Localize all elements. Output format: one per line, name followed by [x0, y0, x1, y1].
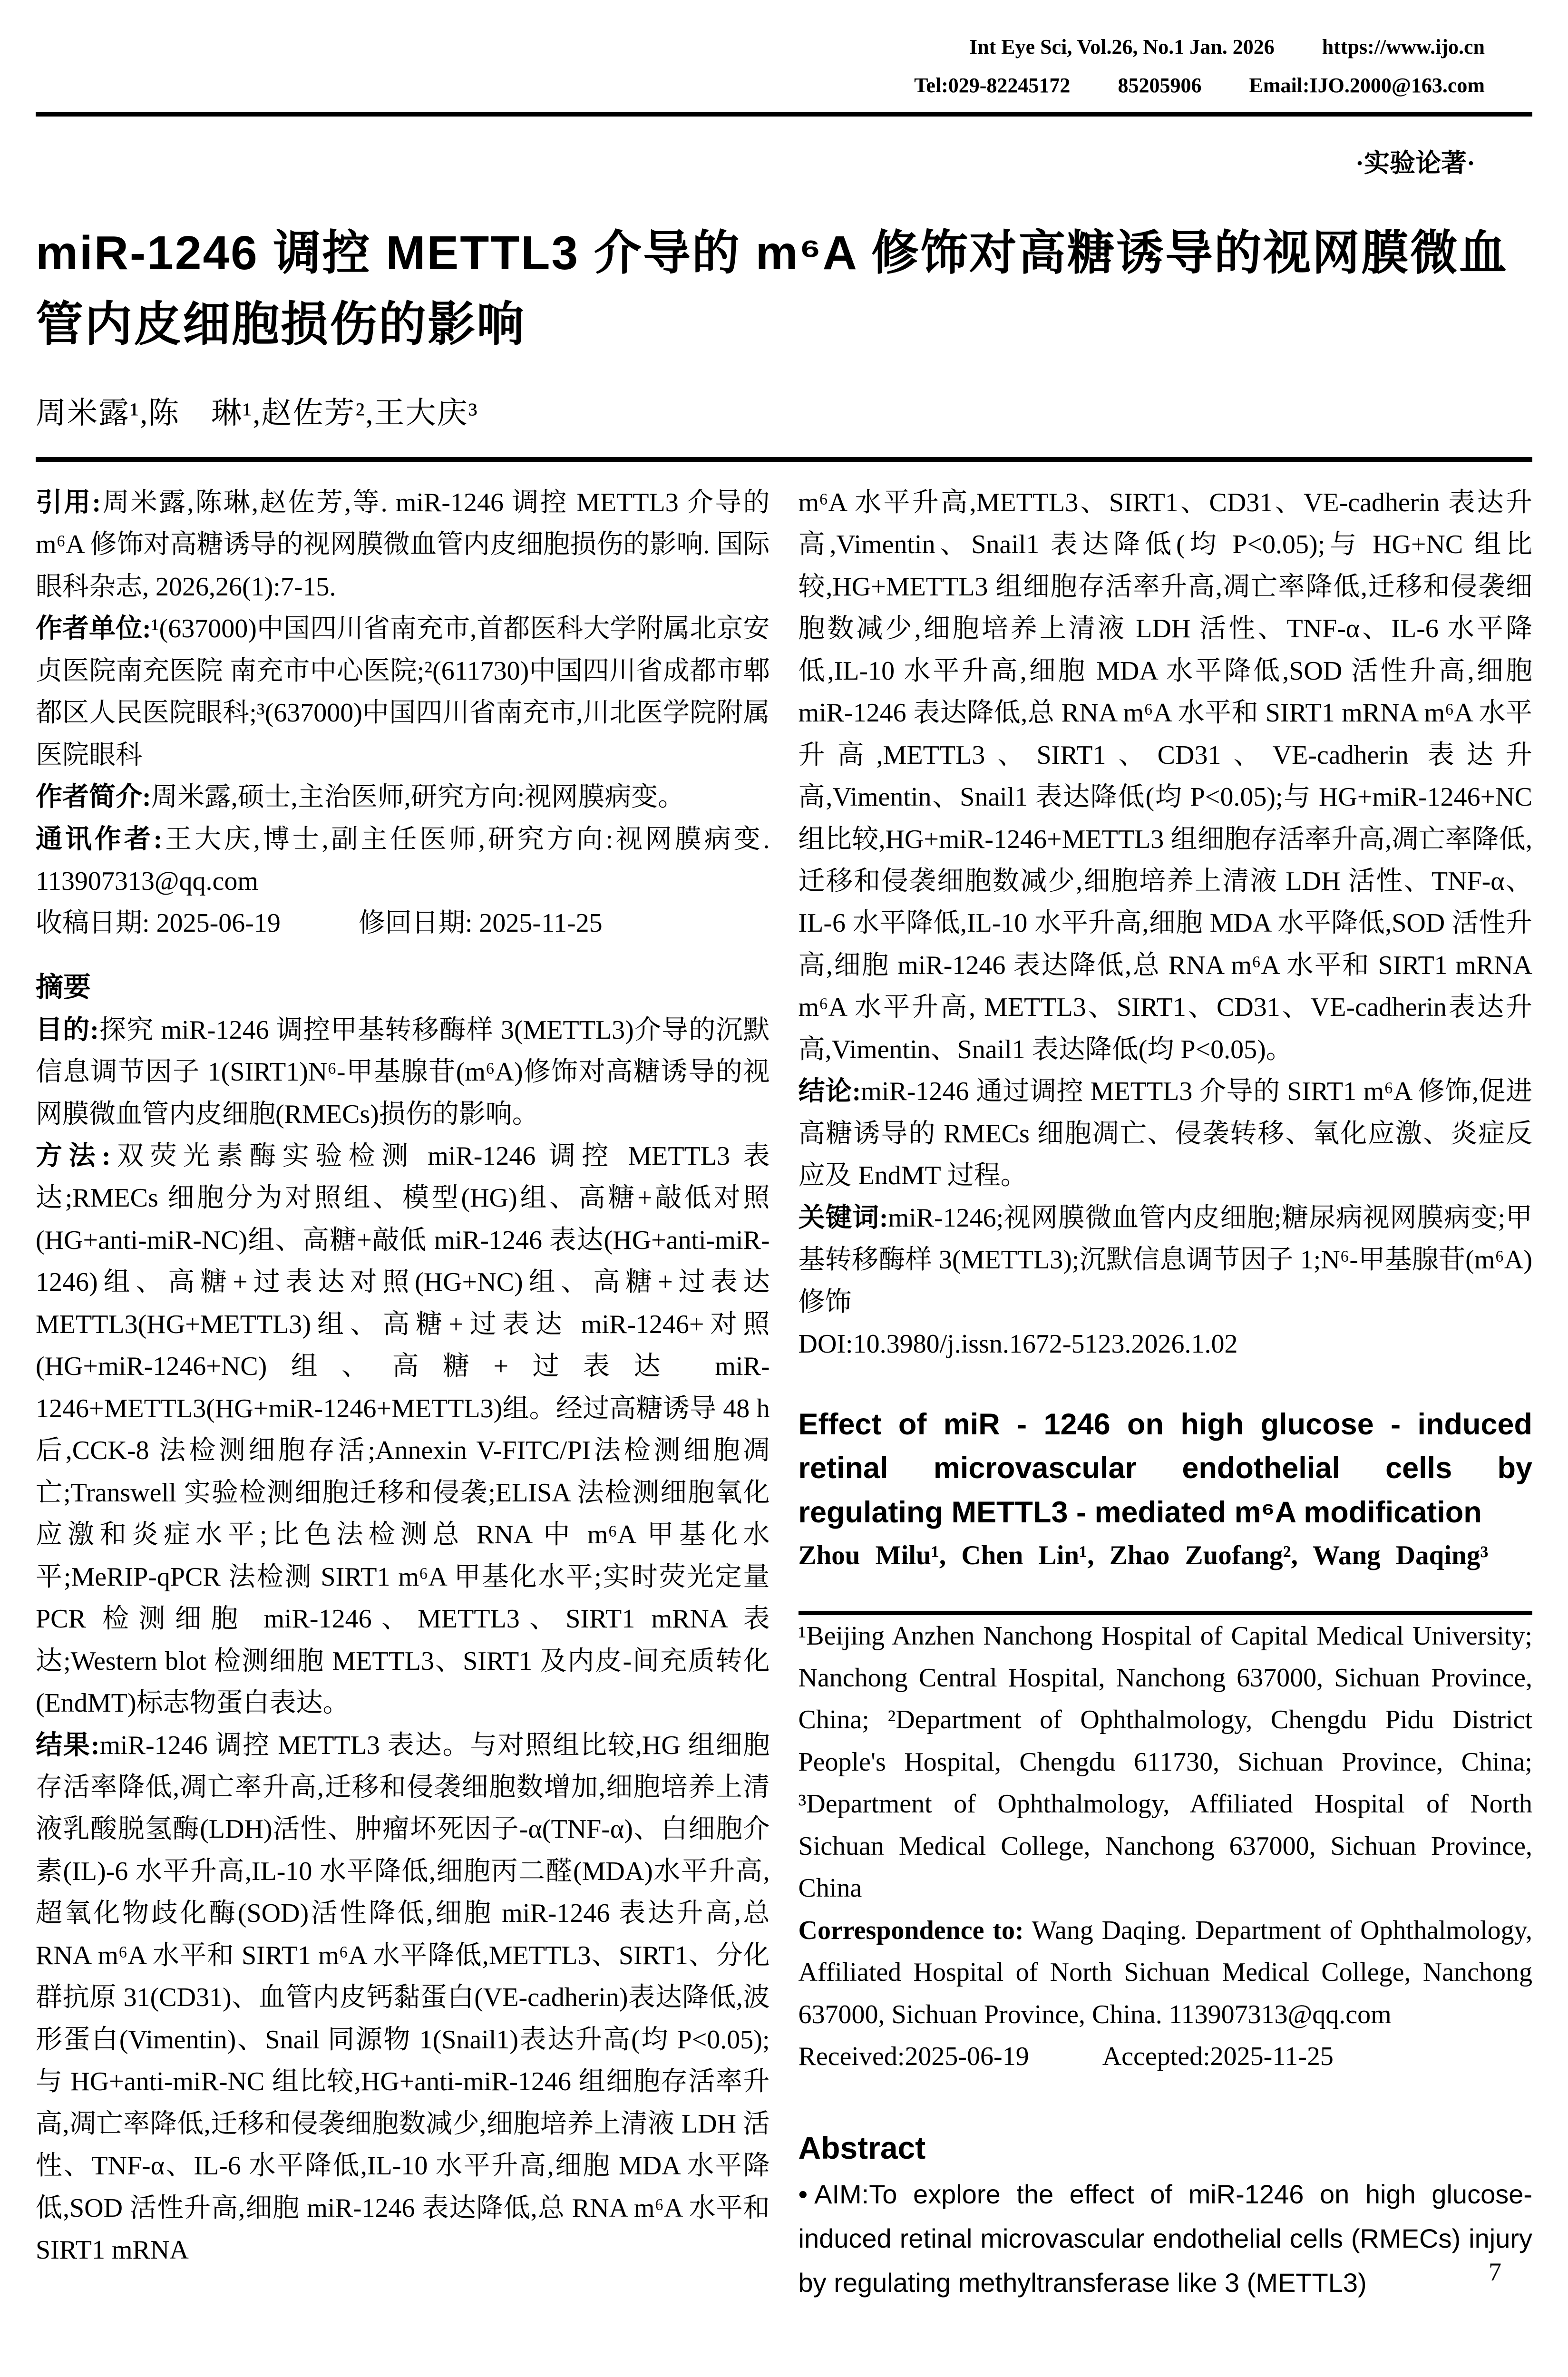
journal-volume-info: Int Eye Sci, Vol.26, No.1 Jan. 2026	[969, 35, 1275, 58]
received-date: 2025-06-19	[156, 908, 281, 938]
article-title-cn: miR-1246 调控 METTL3 介导的 m⁶A 修饰对高糖诱导的视网膜微血管内皮细胞损伤的影响	[36, 226, 1508, 351]
author-bio-label: 作者简介:	[36, 782, 151, 812]
abstract-heading-en: Abstract	[798, 2130, 926, 2165]
correspondence-label-en: Correspondence to:	[798, 1915, 1024, 1945]
conclusion-paragraph-cn	[799, 1071, 1533, 1197]
affiliation-label: 作者单位:	[36, 614, 151, 644]
bullet-icon: •	[798, 2179, 808, 2209]
accepted-date-en: 2025-11-25	[1210, 2042, 1334, 2072]
methods-label-cn: 方法:	[36, 1141, 111, 1171]
page-number: 7	[1489, 2258, 1501, 2286]
correspondent-paragraph	[36, 818, 770, 903]
aim-label-en: AIM:	[814, 2179, 869, 2209]
journal-header	[36, 28, 1532, 105]
keywords-paragraph-cn	[799, 1197, 1533, 1323]
affiliation-rule	[799, 1611, 1533, 1615]
title-rule	[36, 457, 1532, 462]
author-bio-paragraph	[36, 776, 770, 818]
journal-tel: Tel:029-82245172	[914, 74, 1071, 97]
left-column	[36, 482, 770, 2305]
authors-en: Zhou Milu¹, Chen Lin¹, Zhao Zuofang², Wang Daqing³	[798, 1540, 1489, 1571]
methods-paragraph-cn	[36, 1135, 770, 1724]
citation-paragraph	[36, 482, 770, 608]
dates-line-en	[799, 2036, 1533, 2077]
conclusion-text-cn: miR-1246 通过调控 METTL3 介导的 SIRT1 m⁶A 修饰,促进高糖诱导的 RMECs 细胞凋亡、侵袭转移、氧化应激、炎症反应及 EndMT 过程。	[798, 1077, 1532, 1191]
results-text-cn: miR-1246 调控 METTL3 表达。与对照组比较,HG 组细胞存活率降低,凋亡率升高,迁移和侵袭细胞数增加,细胞培养上清液乳酸脱氢酶(LDH)活性、肿瘤坏死因子-α(TNF-α)、白细胞介素(IL)-6 水平升高,IL-10 水平降低,细胞丙二醛(MDA)水平升高,超氧化物歧化酶(SOD)活性降低,细胞 miR-1246 表达升高,总 RNA m⁶A 水平和 SIRT1 m⁶A 水平降低,METTL3、SIRT1、分化群抗原 31(CD31)、血管内皮钙黏蛋白(VE-cadherin)表达降低,波形蛋白(Vimentin)、Snail 同源物 1(Snail1)表达升高(均 P<0.05);与 HG+anti-miR-NC 组比较,HG+anti-miR-1246 组细胞存活率升高,凋亡率降低,迁移和侵袭细胞数减少,细胞培养上清液 LDH 活性、TNF-α、IL-6 水平降低,IL-10 水平升高,细胞 MDA 水平降低,SOD 活性升高,细胞 miR-1246 表达降低,总 RNA m⁶A 水平和 SIRT1 mRNA	[36, 1730, 770, 2265]
citation-label: 引用:	[36, 487, 101, 517]
keywords-text-cn: miR-1246;视网膜微血管内皮细胞;糖尿病视网膜病变;甲基转移酶样 3(METTL3);沉默信息调节因子 1;N⁶-甲基腺苷(m⁶A)修饰	[798, 1203, 1532, 1317]
conclusion-label-cn: 结论:	[798, 1077, 861, 1107]
aim-paragraph-en	[799, 2172, 1533, 2305]
citation-text: 周米露,陈琳,赵佐芳,等. miR-1246 调控 METTL3 介导的 m⁶A 修饰对高糖诱导的视网膜微血管内皮细胞损伤的影响. 国际眼科杂志, 2026,26(1):7-15.	[36, 487, 770, 602]
aim-text-cn: 探究 miR-1246 调控甲基转移酶样 3(METTL3)介导的沉默信息调节因子 1(SIRT1)N⁶-甲基腺苷(m⁶A)修饰对高糖诱导的视网膜微血管内皮细胞(RMECs)损伤的影响。	[36, 1015, 770, 1129]
received-label-en: Received:	[798, 2042, 905, 2072]
results-continued-cn: m⁶A 水平升高,METTL3、SIRT1、CD31、VE-cadherin 表达升高,Vimentin、Snail1 表达降低(均 P<0.05);与 HG+NC 组比较,HG+METTL3 组细胞存活率升高,凋亡率降低,迁移和侵袭细胞数减少,细胞培养上清液 LDH 活性、TNF-α、IL-6 水平降低,IL-10 水平升高,细胞 MDA 水平降低,SOD 活性升高,细胞 miR-1246 表达降低,总 RNA m⁶A 水平和 SIRT1 mRNA m⁶A 水平升高,METTL3、SIRT1、CD31、VE-cadherin 表达升高,Vimentin、Snail1 表达降低(均 P<0.05);与 HG+miR-1246+NC 组比较,HG+miR-1246+METTL3 组细胞存活率升高,凋亡率降低,迁移和侵袭细胞数减少,细胞培养上清液 LDH 活性、TNF-α、IL-6 水平降低,IL-10 水平升高,细胞 MDA 水平降低,SOD 活性升高,细胞 miR-1246 表达降低,总 RNA m⁶A 水平和 SIRT1 mRNA m⁶A 水平升高, METTL3、SIRT1、CD31、VE-cadherin表达升高,Vimentin、Snail1 表达降低(均 P<0.05)。	[798, 487, 1532, 1064]
journal-header-line1	[36, 28, 1485, 66]
accepted-label-en: Accepted:	[1102, 2042, 1210, 2072]
methods-text-cn: 双荧光素酶实验检测 miR-1246 调控 METTL3 表达;RMECs 细胞分为对照组、模型(HG)组、高糖+敲低对照(HG+anti-miR-NC)组、高糖+敲低 miR-1246 表达(HG+anti-miR-1246)组、高糖+过表达对照(HG+NC)组、高糖+过表达 METTL3(HG+METTL3)组、高糖+过表达 miR-1246+对照(HG+miR-1246+NC)组、高糖+过表达 miR-1246+METTL3(HG+miR-1246+METTL3)组。经过高糖诱导 48 h 后,CCK-8 法检测细胞存活;Annexin V-FITC/PI法检测细胞凋亡;Transwell 实验检测细胞迁移和侵袭;ELISA 法检测细胞氧化应激和炎症水平;比色法检测总 RNA 中 m⁶A 甲基化水平;MeRIP-qPCR 法检测 SIRT1 m⁶A 甲基化水平;实时荧光定量 PCR 检测细胞 miR-1246、METTL3、SIRT1 mRNA 表达;Western blot 检测细胞 METTL3、SIRT1 及内皮-间充质转化(EndMT)标志物蛋白表达。	[36, 1141, 770, 1718]
correspondence-paragraph-en	[799, 1909, 1533, 2036]
correspondence-text-en: Wang Daqing. Department of Ophthalmology, Affiliated Hospital of North Sichuan Medical College, Nanchong 637000, Sichuan Province, China. 113907313@qq.com	[798, 1915, 1532, 2029]
results-label-cn: 结果:	[36, 1730, 100, 1760]
aim-label-cn: 目的:	[36, 1015, 99, 1045]
dates-line	[36, 902, 770, 944]
correspondent-text: 王大庆,博士,副主任医师,研究方向:视网膜病变. 113907313@qq.com	[36, 824, 770, 896]
journal-header-line2	[36, 66, 1485, 105]
two-column-body	[36, 482, 1532, 2305]
right-column	[799, 482, 1533, 2305]
affiliation-paragraph	[36, 608, 770, 776]
results-paragraph-cn	[36, 1724, 770, 2271]
keywords-label-cn: 关键词:	[798, 1203, 888, 1233]
correspondent-label: 通讯作者:	[36, 824, 163, 854]
revised-date: 2025-11-25	[479, 908, 603, 938]
article-type-label: ·实验论著·	[1355, 148, 1475, 177]
affiliation-text: ¹(637000)中国四川省南充市,首都医科大学附属北京安贞医院南充医院 南充市中心医院;²(611730)中国四川省成都市郫都区人民医院眼科;³(637000)中国四川省南充市,川北医学院附属医院眼科	[36, 614, 770, 770]
header-rule	[36, 112, 1532, 117]
revised-label: 修回日期:	[358, 908, 473, 938]
aim-text-en: To explore the effect of miR-1246 on high glucose-induced retinal microvascular endothelial cells (RMECs) injury by regulating methyltransferase like 3 (METTL3)	[798, 2179, 1532, 2298]
affiliations-en: ¹Beijing Anzhen Nanchong Hospital of Capital Medical University; Nanchong Central Hospital, Nanchong 637000, Sichuan Province, China; ²Department of Ophthalmology, Chengdu Pidu District People's Hospital, Chengdu 611730, Sichuan Province, China; ³Department of Ophthalmology, Affiliated Hospital of North Sichuan Medical College, Nanchong 637000, Sichuan Province, China	[798, 1621, 1532, 1903]
journal-tel2: 85205906	[1118, 74, 1202, 97]
abstract-heading-cn: 摘要	[36, 971, 91, 1003]
journal-email: Email:IJO.2000@163.com	[1249, 74, 1485, 97]
received-label: 收稿日期:	[36, 908, 150, 938]
doi-line: DOI:10.3980/j.issn.1672-5123.2026.1.02	[798, 1329, 1238, 1359]
journal-website: https://www.ijo.cn	[1322, 35, 1485, 58]
received-date-en: 2025-06-19	[905, 2042, 1029, 2072]
author-bio-text: 周米露,硕士,主治医师,研究方向:视网膜病变。	[151, 782, 685, 812]
aim-paragraph-cn	[36, 1009, 770, 1135]
article-title-en: Effect of miR - 1246 on high glucose - induced retinal microvascular endothelial cells by regulating METTL3 - mediated m⁶A modification	[798, 1407, 1532, 1529]
authors-cn: 周米露¹,陈 琳¹,赵佐芳²,王大庆³	[36, 396, 478, 430]
